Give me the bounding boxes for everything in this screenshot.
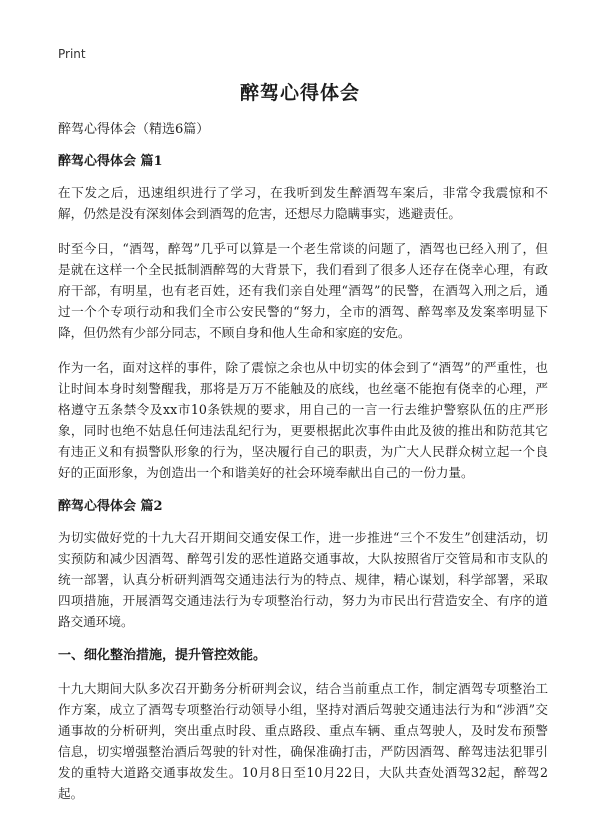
paragraph: 时至今日，“酒驾，醉驾”几乎可以算是一个老生常谈的问题了，酒驾也已经入刑了，但是就在这样一个全民抵制酒醉驾的大背景下，我们看到了很多人还存在侥幸心理，有政府干部，有明星，也有老百姓，还有我们亲自处理“酒驾”的民警，在酒驾入刑之后，通过一个个专项行动和我们全市公安民警的“努力，全市的酒驾、醉驾率及发案率明显下降，但仍然有少部分同志，不顾自身和他人生命和家庭的安危。 (58, 241, 548, 340)
document-subtitle: 醉驾心得体会（精选6篇） (58, 122, 210, 137)
paragraph: 十九大期间大队多次召开勤务分析研判会议，结合当前重点工作，制定酒驾专项整治工作方案，成立了酒驾专项整治行动领导小组，坚持对酒后驾驶交通违法行为和“涉酒”交通事故的分析研判，突出重点时段、重点路段、重点车辆、重点驾驶人，及时发布预警信息，切实增强整治酒后驾驶的针对性，确保准确打击，严防因酒驾、醉驾违法犯罪引发的重特大道路交通事故发生。10月8日至10月22日，大队共查处酒驾32起，醉驾2起。 (58, 681, 548, 801)
print-link[interactable]: Print (58, 47, 86, 61)
paragraph: 在下发之后，迅速组织进行了学习，在我听到发生醉酒驾车案后，非常令我震惊和不解，仍然是没有深刻体会到酒驾的危害，还想尽力隐瞒事实，逃避责任。 (58, 185, 548, 221)
paragraph: 为切实做好党的十九大召开期间交通安保工作，进一步推进“三个不发生”创建活动，切实预防和减少因酒驾、醉驾引发的恶性道路交通事故，大队按照省厅交管局和市支队的统一部署，认真分析研判酒驾交通违法行为的特点、规律，精心谋划，科学部署，采取四项措施，开展酒驾交通违法行为专项整治行动，努力为市民出行营造安全、有序的道路交通环境。 (58, 530, 548, 629)
document-body (58, 120, 548, 818)
section-heading-1: 醉驾心得体会 篇1 (58, 154, 163, 169)
paragraph: 作为一名，面对这样的事件，除了震惊之余也从中切实的体会到了“酒驾”的严重性，也让时间本身时刻警醒我，那将是万万不能触及的底线，也丝毫不能抱有侥幸的心理，严格遵守五条禁令及xx市10条铁规的要求，用自己的一言一行去维护警察队伍的庄严形象，同时也绝不姑息任何违法乱纪行为，更要根据此次事件由此及彼的推出和防范其它有违正义和有损警队形象的行为，坚决履行自己的职责，为广大人民群众树立起一个良好的正面形象，为创造出一个和谐美好的社会环境奉献出自己的一份力量。 (58, 360, 548, 480)
section-heading-2: 醉驾心得体会 篇2 (58, 499, 163, 514)
section-subheading: 一、细化整治措施，提升管控效能。 (58, 648, 267, 663)
page-title: 醉驾心得体会 (239, 82, 360, 104)
